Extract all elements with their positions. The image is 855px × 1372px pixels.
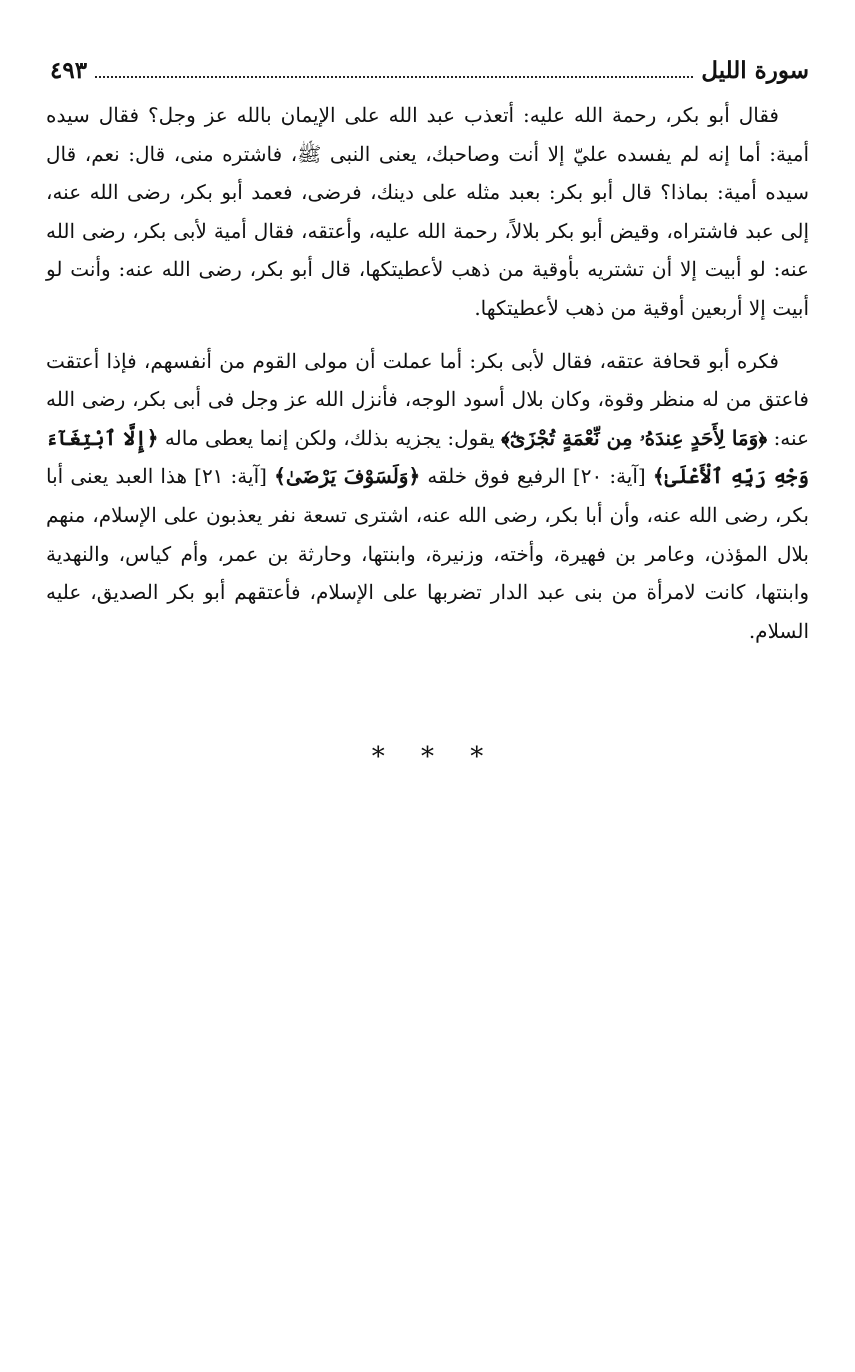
paragraph-2-text-1: فكره أبو قحافة عتقه، فقال لأبى بكر: أما عملت أن مولى القوم من أنفسهم، فإذا أعتقت فاعتق من له منظر وقوة، وكان بلال أسود الوجه، فأنزل الله عز وجل فى أبى بكر، رضى الله عنه: [46, 348, 809, 450]
section-separator [0, 742, 855, 772]
paragraph-1: فقال أبو بكر، رحمة الله عليه: أتعذب عبد الله على الإيمان بالله عز وجل؟ فقال سيده أمية: أما إنه لم يفسده عليّ إلا أنت وصاحبك، يعنى النبى ﷺ، فاشتره منى، قال: نعم، قال سيده أمية: بماذا؟ قال أبو بكر: بعبد مثله على دينك، فرضى، فعمد أبو بكر، رضى الله عنه، إلى عبد فاشتراه، وقيض أبو بكر بلالاً، رحمة الله عليه، وأعتقه، فقال أمية لأبى بكر، رضى الله عنه: لو أبيت إلا أن تشتريه بأوقية من ذهب لأعطيتكها، قال أبو بكر، رضى الله عنه: وأنت لو أبيت إلا أربعين أوقية من ذهب لأعطيتكها. [46, 103, 809, 320]
separator-star: * [470, 742, 484, 772]
page-number: ٤٩٣ [50, 57, 88, 84]
surah-title: سورة الليل [701, 57, 809, 84]
paragraph-2-text-4: [آية: ٢١] هذا العبد يعنى أبا بكر، رضى الله عنه، وأن أبا بكر، رضى الله عنه، اشترى تسعة نفر يعذبون على الإسلام، منهم بلال المؤذن، وعامر بن فهيرة، وأخته، وزنيرة، وابنتها، وحارثة بن عمر، وأم كياس، والنهدية وابنتها، كانت لامرأة من بنى عبد الدار تضربها على الإسلام، فأعتقهم أبو بكر الصديق، عليه السلام. [46, 464, 809, 643]
separator-star: * [421, 742, 434, 772]
quran-verse-1: ﴿وَمَا لِأَحَدٍ عِندَهُۥ مِن نِّعْمَةٍ تُجْزَىٰٓ﴾ [501, 425, 768, 450]
dotted-leader [95, 74, 693, 78]
quran-verse-3: ﴿وَلَسَوْفَ يَرْضَىٰ﴾ [274, 464, 421, 489]
page-header [50, 40, 809, 82]
paragraph-2 [46, 342, 809, 651]
paragraph-2-text-3: [آية: ٢٠] الرفيع فوق خلقه [420, 464, 653, 489]
paragraph-2-text-2: يقول: يجزيه بذلك، ولكن إنما يعطى ماله [158, 425, 502, 450]
quran-verse-2: ﴿إِلَّا ٱبْتِغَآءَ وَجْهِ رَبِّهِ ٱلْأَعْلَىٰ﴾ [46, 425, 809, 489]
separator-star: * [371, 742, 385, 772]
page-content [46, 96, 809, 650]
